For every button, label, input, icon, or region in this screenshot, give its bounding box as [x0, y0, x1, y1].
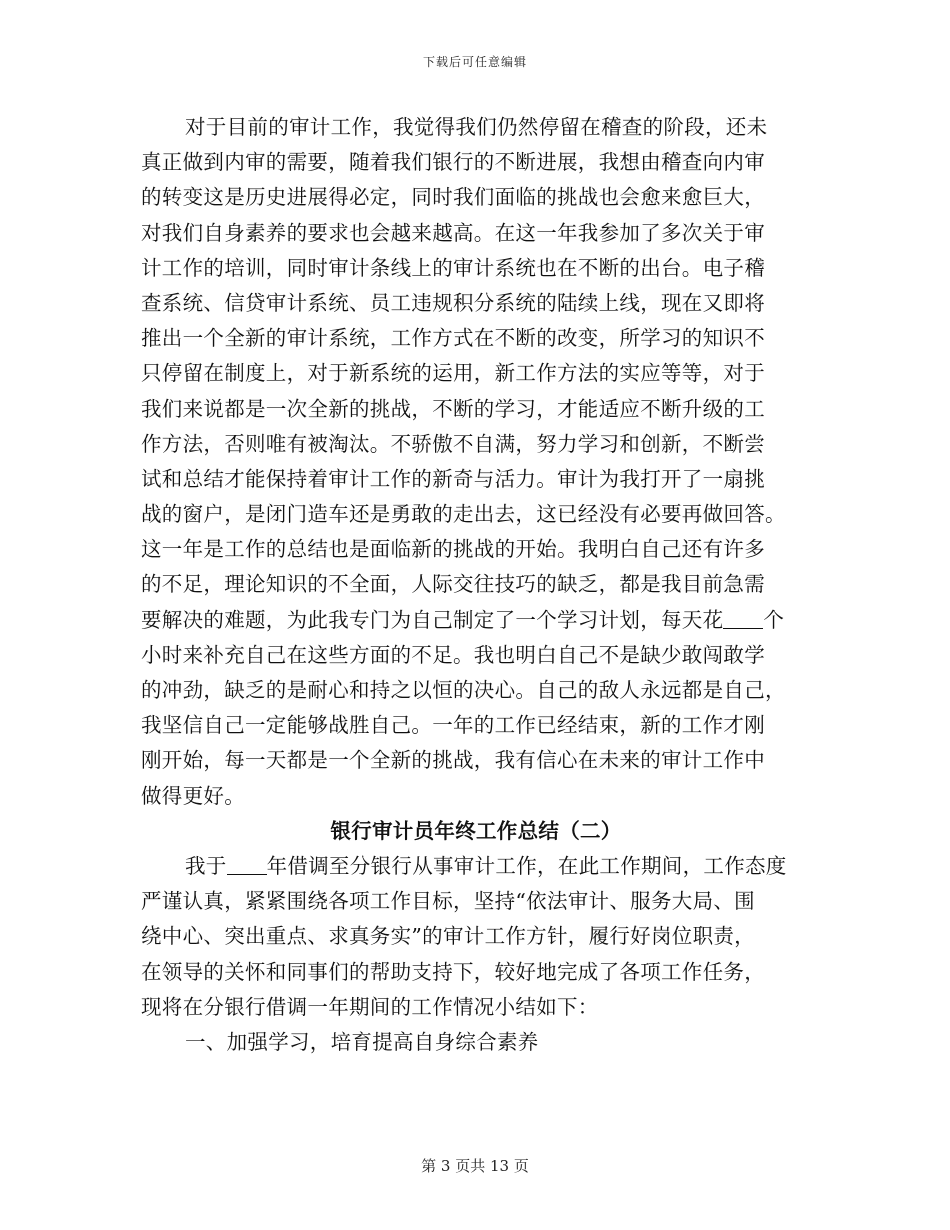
- text-line: 刚开始，每一天都是一个全新的挑战，我有信心在未来的审计工作中: [141, 748, 765, 773]
- text-line: 对我们自身素养的要求也会越来越高。在这一年我参加了多次关于审: [141, 220, 765, 245]
- text-line: 严谨认真，紧紧围绕各项工作目标，坚持“依法审计、服务大局、围: [141, 889, 755, 914]
- fill-in-blank: [227, 854, 267, 875]
- section-title: 银行审计员年终工作总结（二）: [330, 818, 622, 843]
- text-line: 这一年是工作的总结也是面临新的挑战的开始。我明白自己还有许多: [141, 537, 765, 562]
- text-segment: 年借调至分银行从事审计工作，在此工作期间，工作态度: [266, 853, 787, 878]
- text-line: 对于目前的审计工作，我觉得我们仍然停留在稽查的阶段，还未: [185, 115, 768, 139]
- text-line: 推出一个全新的审计系统，工作方式在不断的改变，所学习的知识不: [141, 326, 765, 351]
- text-line: 的转变这是历史进展得必定，同时我们面临的挑战也会愈来愈巨大，: [141, 185, 765, 210]
- text-line: 绕中心、突出重点、求真务实”的审计工作方针，履行好岗位职责，: [141, 924, 755, 949]
- text-line: 的不足，理论知识的不全面，人际交往技巧的缺乏，都是我目前急需: [141, 572, 765, 597]
- text-segment: 个: [763, 607, 785, 632]
- subheading: 一、加强学习，培育提高自身综合素养: [185, 1029, 539, 1054]
- text-line: 在领导的关怀和同事们的帮助支持下，较好地完成了各项工作任务，: [141, 959, 765, 984]
- text-line: 真正做到内审的需要，随着我们银行的不断进展，我想由稽查向内审: [141, 150, 765, 175]
- text-line: 查系统、信贷审计系统、员工违规积分系统的陆续上线，现在又即将: [141, 290, 765, 315]
- text-line: 的冲劲，缺乏的是耐心和持之以恒的决心。自己的敌人永远都是自己，: [141, 678, 786, 702]
- text-line: 我坚信自己一定能够战胜自己。一年的工作已经结束，新的工作才刚: [141, 713, 765, 738]
- text-line: 只停留在制度上，对于新系统的运用，新工作方法的实应等等，对于: [141, 361, 765, 386]
- text-line: 计工作的培训，同时审计条线上的审计系统也在不断的出台。电子稽: [141, 255, 765, 280]
- page-number: 第 3 页共 13 页: [421, 1157, 529, 1175]
- document-body: [141, 110, 811, 1060]
- fill-in-blank: [723, 608, 763, 629]
- text-line: 作方法，否则唯有被淘汰。不骄傲不自满，努力学习和创新，不断尝: [141, 431, 765, 456]
- header-note: 下载后可任意编辑: [422, 55, 527, 69]
- text-line: 做得更好。: [141, 783, 245, 808]
- text-line: 试和总结才能保持着审计工作的新奇与活力。审计为我打开了一扇挑: [141, 466, 765, 491]
- text-segment: 要解决的难题，为此我专门为自己制定了一个学习计划，每天花: [141, 607, 724, 632]
- text-line: 现将在分银行借调一年期间的工作情况小结如下：: [141, 994, 599, 1019]
- text-line: 战的窗户，是闭门造车还是勇敢的走出去，这已经没有必要再做回答。: [141, 502, 786, 527]
- text-line: 小时来补充自己在这些方面的不足。我也明白自己不是缺少敢闯敢学: [141, 642, 765, 667]
- text-line: 我们来说都是一次全新的挑战，不断的学习，才能适应不断升级的工: [141, 396, 765, 421]
- text-line: [141, 849, 811, 884]
- text-line: [141, 603, 811, 638]
- text-segment: 我于: [185, 853, 227, 878]
